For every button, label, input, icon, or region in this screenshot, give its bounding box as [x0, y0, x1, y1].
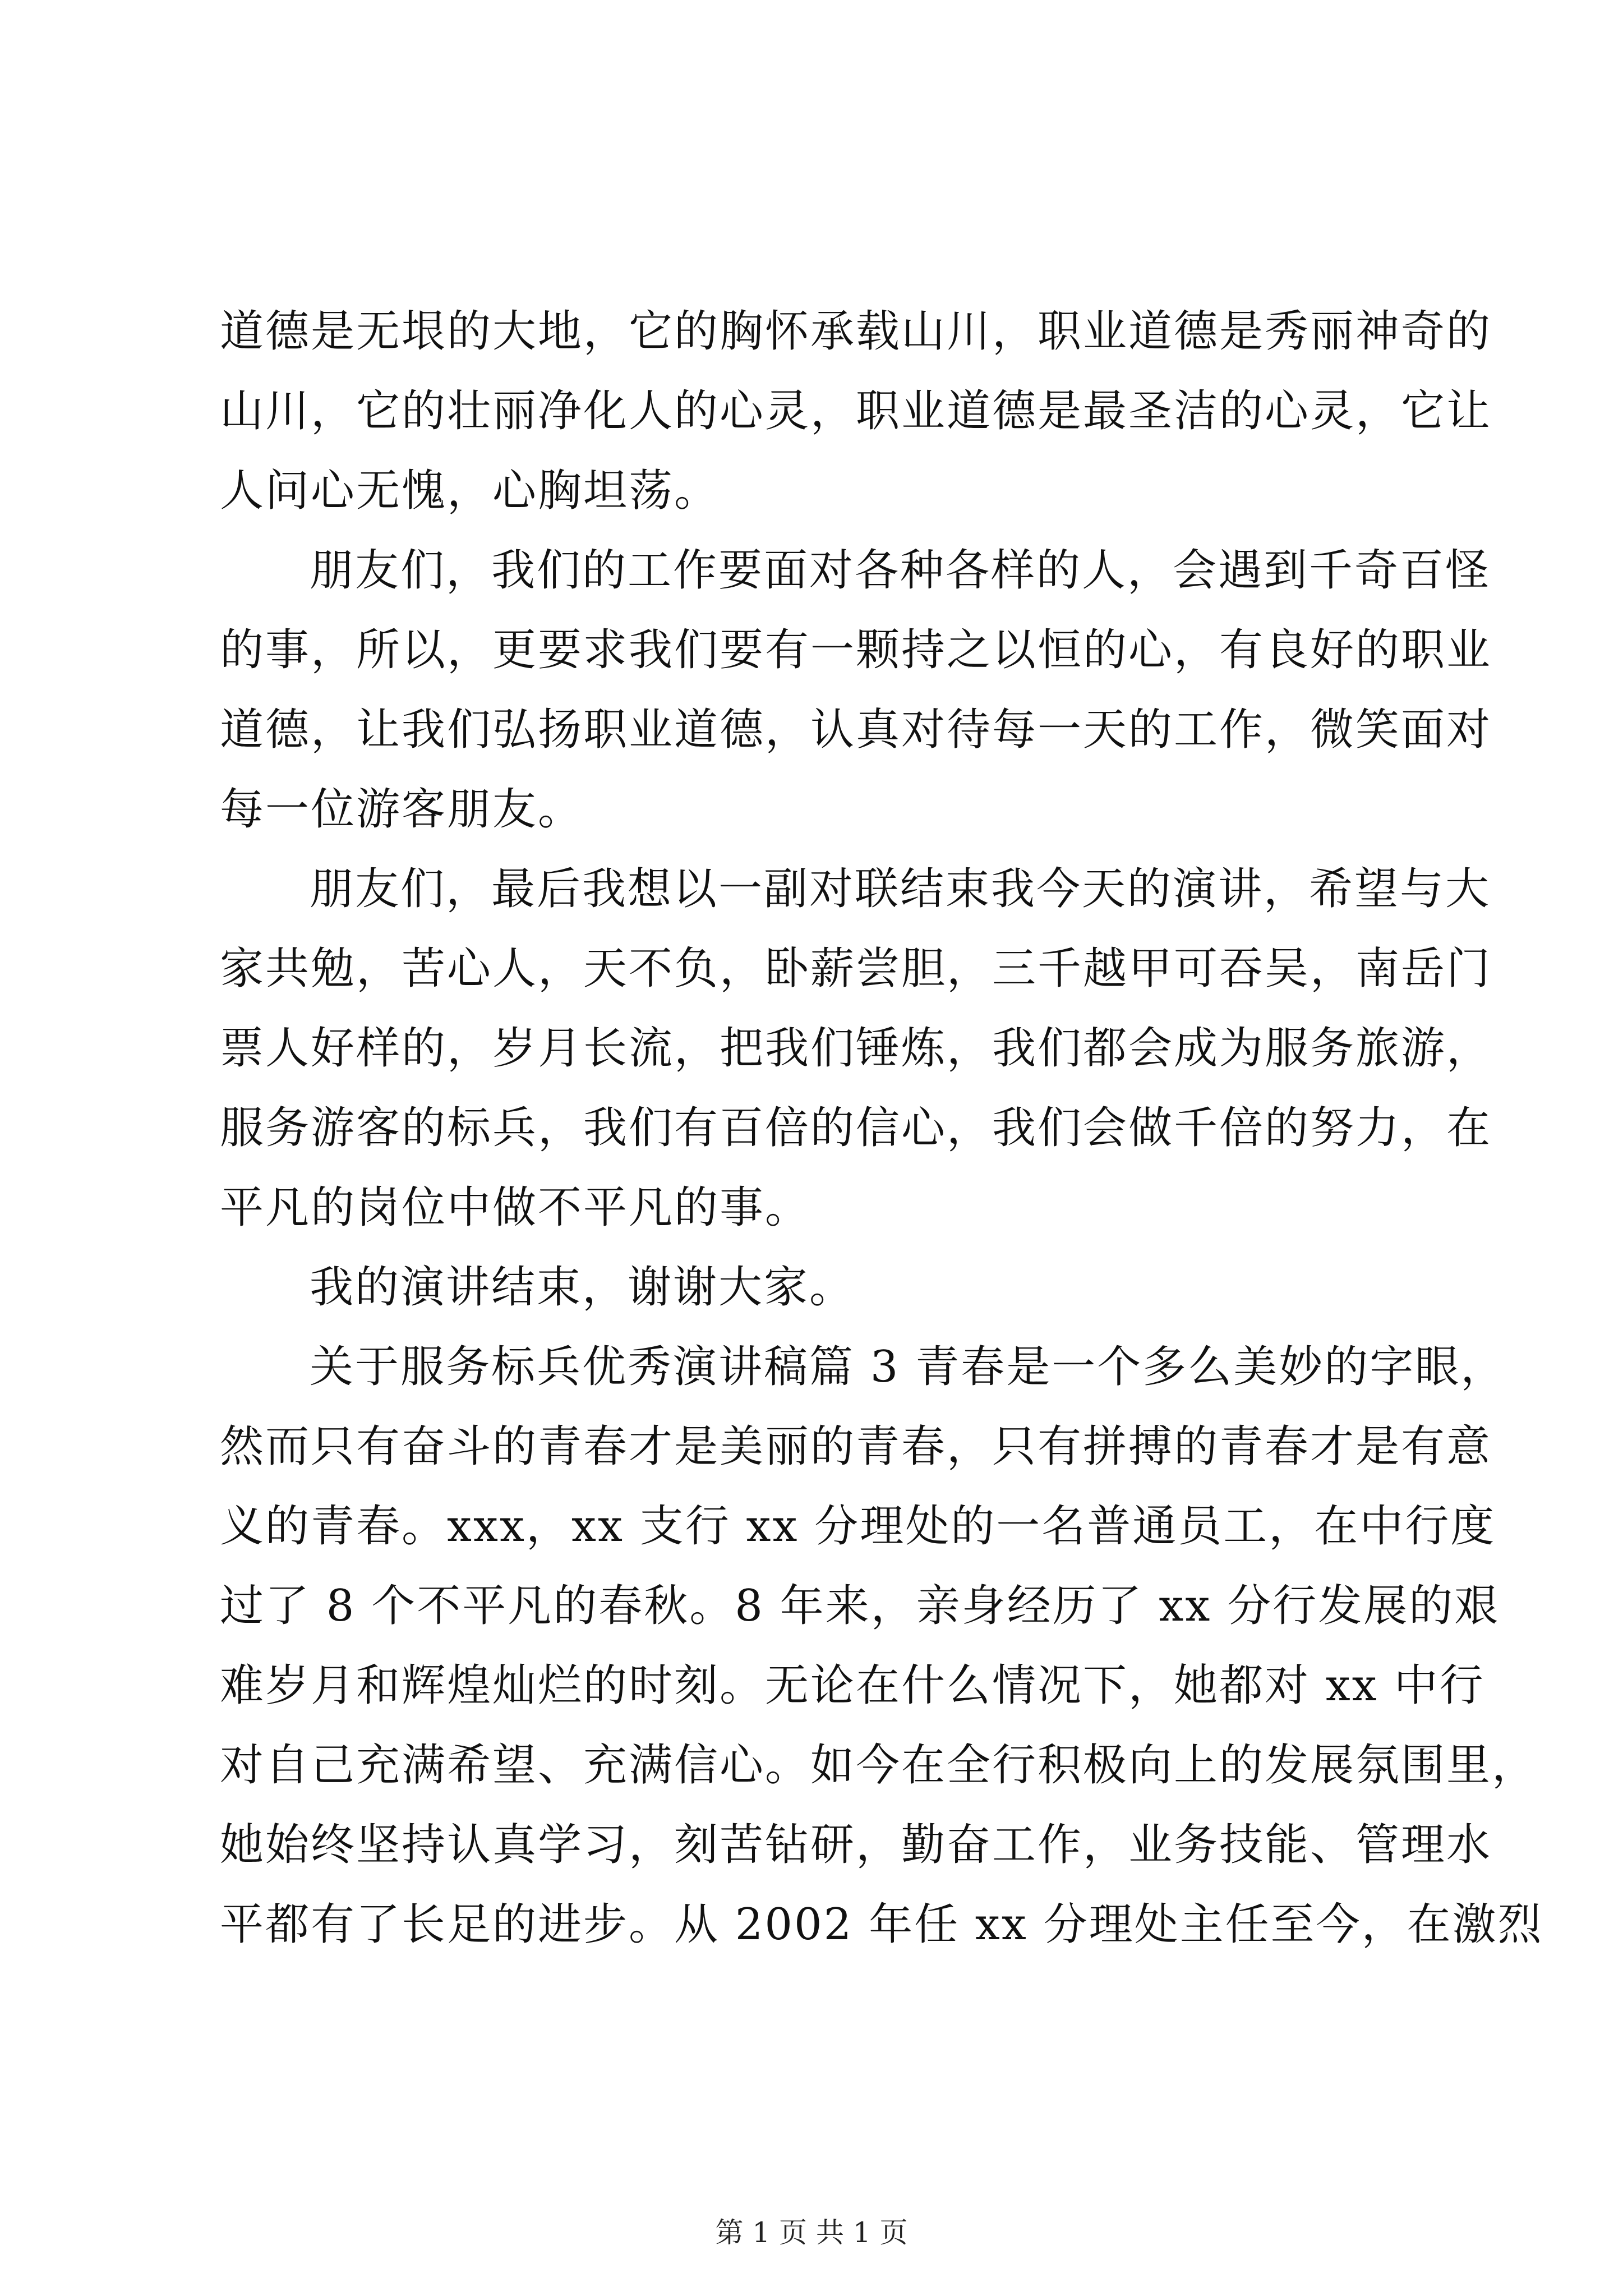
paragraph-first-line: 朋友们，最后我想以一副对联结束我今天的演讲，希望与大 — [310, 864, 1491, 914]
text-line: 服务游客的标兵，我们有百倍的信心，我们会做千倍的努力，在 — [220, 1103, 1492, 1153]
text-line: 平都有了长足的进步。从 2002 年任 xx 分理处主任至今，在激烈 — [220, 1899, 1543, 1950]
text-line: 平凡的岗位中做不平凡的事。 — [220, 1182, 811, 1233]
text-line: 对自己充满希望、充满信心。如今在全行积极向上的发展氛围里， — [220, 1740, 1538, 1791]
page-number-footer: 第 1 页 共 1 页 — [715, 2216, 908, 2249]
text-line: 的事，所以，更要求我们要有一颗持之以恒的心，有良好的职业 — [220, 625, 1492, 675]
paragraph-first-line: 朋友们，我们的工作要面对各种各样的人，会遇到千奇百怪 — [310, 545, 1491, 596]
text-line: 道德是无垠的大地，它的胸怀承载山川，职业道德是秀丽神奇的 — [220, 306, 1492, 357]
text-line: 难岁月和辉煌灿烂的时刻。无论在什么情况下，她都对 xx 中行 — [220, 1660, 1485, 1711]
text-line: 票人好样的，岁月长流，把我们锤炼，我们都会成为服务旅游， — [220, 1023, 1492, 1074]
text-line: 家共勉，苦心人，天不负，卧薪尝胆，三千越甲可吞吴，南岳门 — [220, 944, 1492, 994]
paragraph-first-line: 我的演讲结束，谢谢大家。 — [310, 1262, 855, 1313]
text-line: 她始终坚持认真学习，刻苦钻研，勤奋工作，业务技能、管理水 — [220, 1820, 1492, 1870]
text-line: 每一位游客朋友。 — [220, 784, 584, 835]
text-line: 人问心无愧，心胸坦荡。 — [220, 466, 720, 516]
text-line: 义的青春。xxx，xx 支行 xx 分理处的一名普通员工，在中行度 — [220, 1501, 1496, 1552]
document-body — [220, 292, 1543, 1964]
text-line: 山川，它的壮丽净化人的心灵，职业道德是最圣洁的心灵，它让 — [220, 386, 1492, 436]
text-line: 过了 8 个不平凡的春秋。8 年来，亲身经历了 xx 分行发展的艰 — [220, 1581, 1500, 1631]
text-line: 道德，让我们弘扬职业道德，认真对待每一天的工作，微笑面对 — [220, 705, 1492, 755]
paragraph-first-line: 关于服务标兵优秀演讲稿篇 3 青春是一个多么美妙的字眼， — [310, 1342, 1506, 1392]
text-line: 然而只有奋斗的青春才是美丽的青春，只有拼搏的青春才是有意 — [220, 1421, 1492, 1472]
